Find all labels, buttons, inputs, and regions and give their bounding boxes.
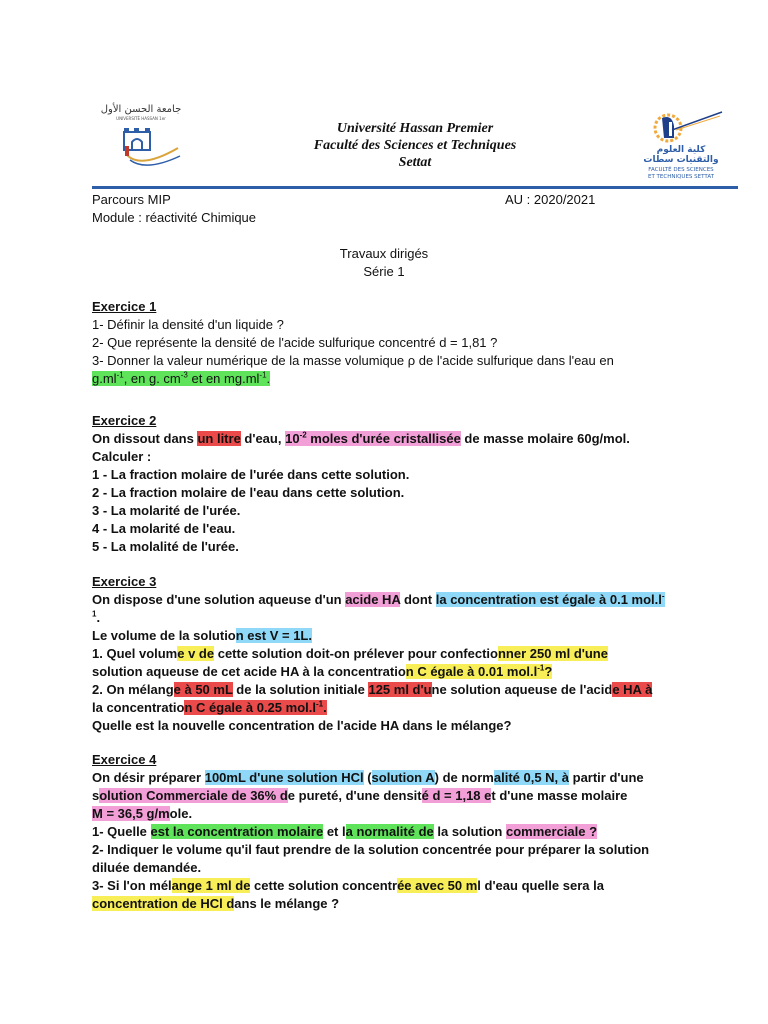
exercise-4-line-2: solution Commerciale de 36% de pureté, d'une densité d = 1,18 et d'une masse molaire	[92, 788, 628, 803]
highlight-blue: n est V = 1L.	[235, 628, 312, 643]
highlight-blue: alité 0,5 N, à	[493, 770, 570, 785]
exercise-3-line-6: 2. On mélange à 50 mL de la solution initiale 125 ml d'une solution aqueuse de l'acide HA à	[92, 682, 653, 697]
exercise-4-line-4: 1- Quelle est la concentration molaire et la normalité de la solution commerciale ?	[92, 824, 598, 839]
exercise-3-line-2: $^1$.	[92, 609, 101, 625]
right-logo-arabic-2: والتقنيات سطات	[643, 155, 719, 165]
exercise-4-line-5: 2- Indiquer le volume qu'il faut prendre de la solution concentrée pour préparer la solution	[92, 842, 650, 857]
faculty-logo	[636, 108, 726, 184]
exercise-2-item-3: 3 - La molarité de l'urée.	[92, 503, 241, 518]
left-logo-latin: UNIVERSITÉ HASSAN 1er	[116, 116, 166, 121]
header-divider	[92, 186, 738, 189]
highlight-pink: M = 36,5 g/m	[92, 806, 170, 821]
highlight-pink: commerciale ?	[505, 824, 598, 839]
highlight-yellow: nner 250 ml d'une	[497, 646, 608, 661]
course-info	[92, 191, 256, 227]
exercise-2-item-4: 4 - La molarité de l'eau.	[92, 521, 236, 536]
faculty-emblem-icon	[636, 108, 726, 184]
exercise-3-line-1: On dispose d'une solution aqueuse d'un acide HA dont la concentration est égale à 0.1 mol.l-	[92, 591, 665, 607]
exercise-4	[92, 751, 674, 913]
right-logo-latin-1: FACULTÉ DES SCIENCES	[648, 167, 714, 173]
highlight-yellow: n C égale à 0.01 $mol.l^{-1}$?	[405, 663, 553, 679]
highlight-yellow: ange 1 ml de	[171, 878, 251, 893]
exercise-2	[92, 412, 674, 556]
td-heading	[0, 245, 768, 281]
exercise-1-title: Exercice 1	[92, 299, 157, 314]
highlight-red: e HA à	[612, 682, 653, 697]
left-logo-arabic: جامعة الحسن الأول	[100, 104, 182, 115]
exercise-2-item-1: 1 - La fraction molaire de l'urée dans cette solution.	[92, 467, 410, 482]
faculty-name: Faculté des Sciences et Techniques	[313, 138, 517, 153]
highlight-red: un litre	[197, 431, 241, 446]
highlight-red: e à 50 mL	[173, 682, 233, 697]
td-title: Travaux dirigés	[339, 246, 429, 261]
module-label: Module : réactivité Chimique	[92, 210, 257, 225]
exercise-3-line-5: solution aqueuse de cet acide HA à la concentration C égale à 0.01 $mol.l^{-1}$?	[92, 663, 553, 679]
city-name: Settat	[398, 155, 432, 170]
exercise-1-q2: 2- Que représente la densité de l'acide sulfurique concentré d = 1,81 ?	[92, 335, 498, 350]
exercise-2-item-5: 5 - La molalité de l'urée.	[92, 539, 239, 554]
institution-header	[230, 120, 600, 171]
highlight-blue: la concentration est égale à 0.1 mol.l-	[435, 591, 665, 607]
highlight-pink: acide HA	[345, 592, 401, 607]
exercise-3-line-3: Le volume de la solution est V = 1L.	[92, 628, 312, 643]
exercise-2-calc: Calculer :	[92, 449, 152, 464]
highlight-red: n C égale à 0.25 $mol.l^{-1}$.	[184, 699, 327, 715]
exercise-2-title: Exercice 2	[92, 413, 157, 428]
academic-year: AU : 2020/2021	[505, 192, 596, 207]
exercise-4-line-7: 3- Si l'on mélange 1 ml de cette solution concentrée avec 50 ml d'eau quelle sera la	[92, 878, 604, 893]
university-logo	[96, 100, 186, 180]
highlight-pink: olution Commerciale de 36% d	[99, 788, 288, 803]
exercise-4-line-6: diluée demandée.	[92, 860, 202, 875]
exercise-1	[92, 298, 674, 388]
units-highlight: $g.ml^{-1}$, en g. $cm^{-3}$ et en $mg.ml^{-1}$.	[92, 370, 271, 386]
exercise-4-title: Exercice 4	[92, 752, 157, 767]
right-logo-arabic-1: كلية العلوم	[656, 145, 706, 155]
exercise-3-title: Exercice 3	[92, 574, 157, 589]
exercise-2-item-2: 2 - La fraction molaire de l'eau dans cette solution.	[92, 485, 405, 500]
highlight-pink: $10^{-2}$ moles d'urée cristallisée	[285, 430, 461, 446]
university-name: Université Hassan Premier	[336, 121, 494, 136]
highlight-pink: é d = 1,18 e	[421, 788, 492, 803]
right-logo-latin-2: ET TECHNIQUES SETTAT	[647, 174, 715, 180]
exercise-2-statement: On dissout dans un litre d'eau, $10^{-2}$ moles d'urée cristallisée de masse molaire 60g/mol.	[92, 430, 630, 446]
exercise-3-line-7: la concentration C égale à 0.25 $mol.l^{-1}$.	[92, 699, 327, 715]
parcours-label: Parcours MIP	[92, 192, 171, 207]
exercise-3-line-4: 1. Quel volume v de cette solution doit-on prélever pour confectionner 250 ml d'une	[92, 646, 608, 661]
highlight-blue: solution A	[371, 770, 435, 785]
highlight-green: a normalité de	[345, 824, 434, 839]
exercise-3	[92, 573, 674, 735]
highlight-yellow: e v de	[177, 646, 215, 661]
exercise-3-line-8: Quelle est la nouvelle concentration de l'acide HA dans le mélange?	[92, 718, 512, 733]
exercise-4-line-8: concentration de HCl dans le mélange ?	[92, 896, 340, 911]
university-emblem-icon	[96, 100, 186, 180]
highlight-green: est la concentration molaire	[150, 824, 324, 839]
td-serie: Série 1	[363, 264, 405, 279]
exercise-1-q3-units	[92, 370, 674, 388]
exercise-4-line-3: M = 36,5 g/mole.	[92, 806, 193, 821]
highlight-yellow: concentration de HCl d	[92, 896, 235, 911]
highlight-yellow: ée avec 50 m	[397, 878, 478, 893]
highlight-blue: 100mL d'une solution HCl	[204, 770, 364, 785]
highlight-red: 125 ml d'u	[368, 682, 432, 697]
exercise-4-line-1: On désir préparer 100mL d'une solution HCl (solution A) de normalité 0,5 N, à partir d'une	[92, 770, 644, 785]
exercise-1-q1: 1- Définir la densité d'un liquide ?	[92, 317, 284, 332]
exercise-1-q3: 3- Donner la valeur numérique de la masse volumique ρ de l'acide sulfurique dans l'eau en	[92, 353, 614, 368]
